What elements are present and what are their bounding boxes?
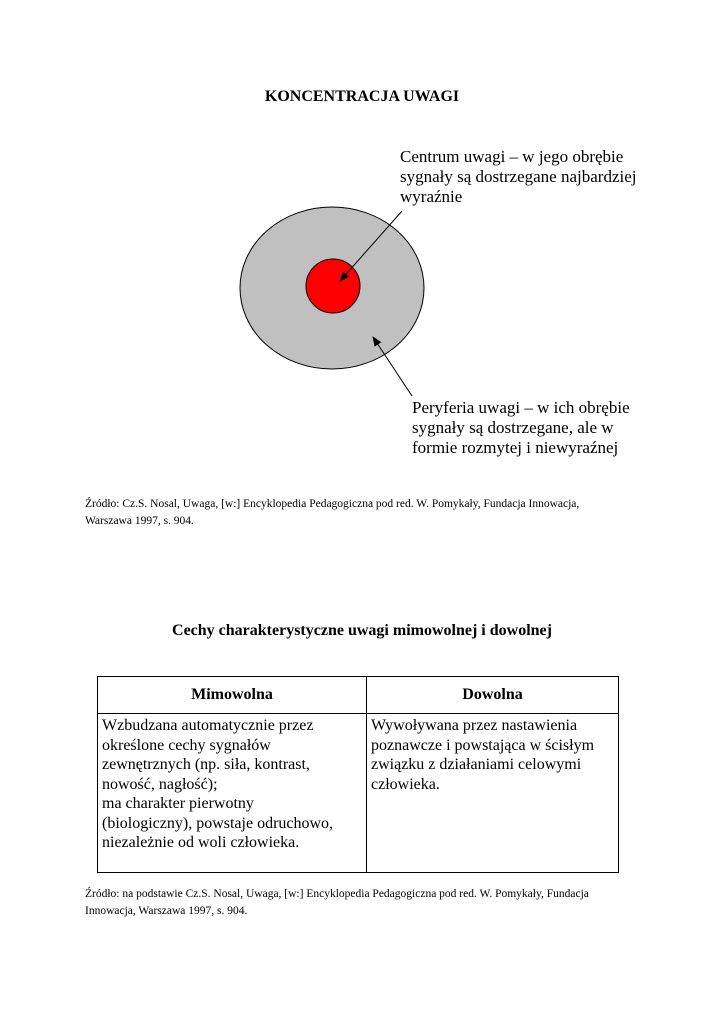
center-callout-line: Centrum uwagi – w jego obrębie: [400, 147, 624, 166]
cell-line: zewnętrznych (np. siła, kontrast,: [102, 756, 310, 773]
source-note-line: Źródło: na podstawie Cz.S. Nosal, Uwaga, [w:] Encyklopedia Pedagogiczna pod red. W. Pomykały, Fundacja: [85, 888, 589, 900]
periphery-callout-line: formie rozmytej i niewyraźnej: [412, 438, 619, 457]
center-callout-line: wyraźnie: [400, 187, 463, 206]
table-header-row: [98, 677, 619, 714]
periphery-callout-line: sygnały są dostrzegane, ale w: [412, 418, 614, 437]
cell-line: Wzbudzana automatycznie przez: [102, 717, 314, 734]
page-title: KONCENTRACJA UWAGI: [264, 88, 460, 105]
cell-line: Wywoływana przez nastawienia: [371, 717, 578, 734]
center-callout: [400, 147, 637, 207]
cell-line: niezależnie od woli człowieka.: [102, 834, 300, 851]
cell-dowolna: [367, 714, 619, 873]
table-row: [98, 714, 619, 873]
source-note-line: Innowacja, Warszawa 1997, s. 904.: [85, 905, 248, 917]
source-note-1: [85, 496, 579, 530]
cell-line: poznawcze i powstająca w ścisłym: [371, 736, 595, 754]
center-callout-line: sygnały są dostrzegane najbardziej: [400, 167, 637, 186]
source-note-line: Warszawa 1997, s. 904.: [85, 515, 194, 527]
cell-line: związku z działaniami celowymi: [371, 756, 582, 773]
cell-line: określone cechy sygnałów: [102, 736, 271, 754]
cell-line: nowość, nagłość);: [102, 775, 218, 793]
cell-line: człowieka.: [371, 775, 440, 793]
cell-line: ma charakter pierwotny: [102, 795, 254, 812]
table-title: Cechy charakterystyczne uwagi mimowolnej i dowolnej: [172, 622, 552, 639]
source-note-line: Źródło: Cz.S. Nosal, Uwaga, [w:] Encyklopedia Pedagogiczna pod red. W. Pomykały, Fundacja Innowacja,: [85, 498, 580, 510]
periphery-callout: [412, 398, 630, 458]
periphery-callout-line: Peryferia uwagi – w ich obrębie: [412, 398, 630, 417]
header-mimowolna: Mimowolna: [98, 677, 367, 714]
source-note-2: [85, 886, 589, 920]
cell-line: (biologiczny), powstaje odruchowo,: [102, 814, 334, 832]
header-dowolna: Dowolna: [367, 677, 619, 714]
comparison-table: [97, 676, 619, 873]
cell-mimowolna: [98, 714, 367, 873]
